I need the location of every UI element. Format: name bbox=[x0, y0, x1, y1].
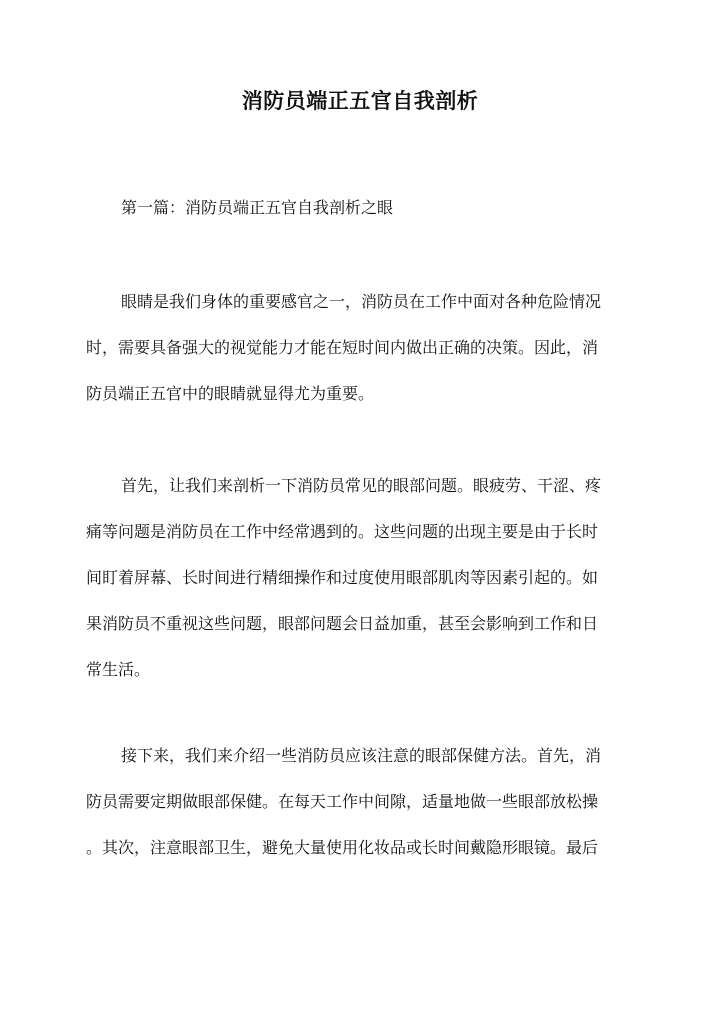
paragraph-line: 防员端正五官中的眼睛就显得尤为重要。 bbox=[86, 384, 375, 403]
paragraph-line: 接下来，我们来介绍一些消防员应该注意的眼部保健方法。首先，消 bbox=[121, 746, 602, 765]
paragraph-line: 。其次，注意眼部卫生，避免大量使用化妆品或长时间戴隐形眼镜。最后 bbox=[86, 838, 599, 857]
paragraph-line: 眼睛是我们身体的重要感官之一，消防员在工作中面对各种危险情况 bbox=[121, 292, 602, 311]
paragraph-line: 防员需要定期做眼部保健。在每天工作中间隙，适量地做一些眼部放松操 bbox=[86, 792, 599, 811]
paragraph-3 bbox=[86, 743, 638, 881]
paragraph-line: 果消防员不重视这些问题，眼部问题会日益加重，甚至会影响到工作和日 bbox=[86, 614, 599, 633]
paragraph-line: 首先，让我们来剖析一下消防员常见的眼部问题。眼疲劳、干涩、疼 bbox=[121, 476, 602, 495]
paragraph-1 bbox=[86, 289, 638, 427]
paragraph-line: 时，需要具备强大的视觉能力才能在短时间内做出正确的决策。因此，消 bbox=[86, 338, 599, 357]
section-heading: 第一篇：消防员端正五官自我剖析之眼 bbox=[121, 198, 394, 217]
paragraph-2 bbox=[86, 473, 638, 703]
paragraph-line: 间盯着屏幕、长时间进行精细操作和过度使用眼部肌肉等因素引起的。如 bbox=[86, 568, 599, 587]
document-title: 消防员端正五官自我剖析 bbox=[241, 88, 479, 113]
paragraph-line: 痛等问题是消防员在工作中经常遇到的。这些问题的出现主要是由于长时 bbox=[86, 522, 599, 541]
paragraph-line: 常生活。 bbox=[86, 660, 151, 679]
